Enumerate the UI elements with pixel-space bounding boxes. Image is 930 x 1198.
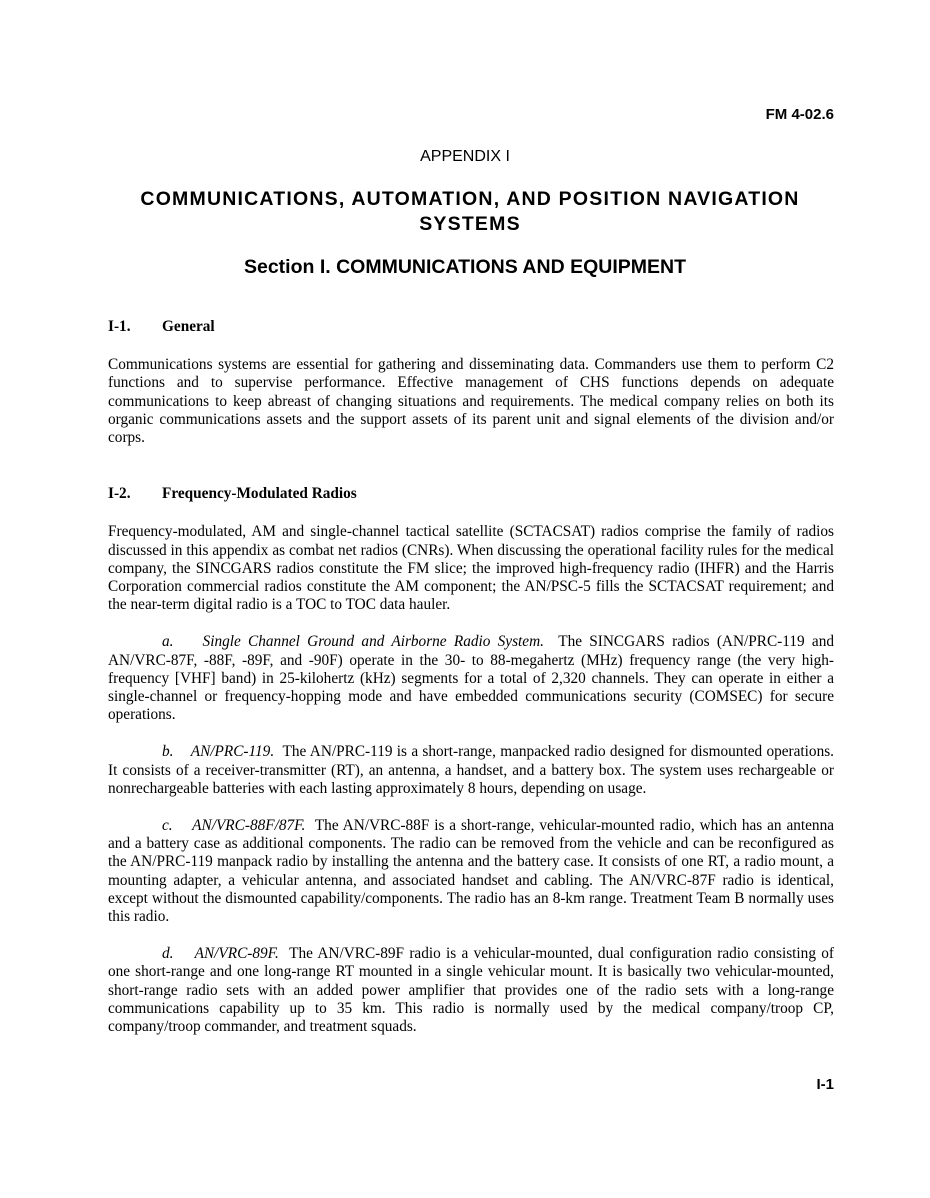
subparagraph-text: The AN/PRC-119 is a short-range, manpacked radio designed for dismounted operations. It consists of a receiver-transmitter (RT), an antenna, a handset, and a battery box. The system uses rechargeable or nonrechargeable batteries with each lasting approximately 8 hours, depending on usage. xyxy=(108,743,835,797)
subparagraph-text: The AN/VRC-89F radio is a vehicular-mounted, dual configuration radio consisting of one short-range and one long-range RT mounted in a single vehicular mount. It is basically two vehicular-mounted, short-range radio sets with an added power amplifier that provides one of the radio sets with a long-range communications capability up to 35 km. This radio is normally used by the medical company/troop CP, company/troop commander, and treatment squads. xyxy=(108,945,834,1036)
general-paragraph: Communications systems are essential for gathering and disseminating data. Commanders use them to perform C2 functions and to supervise performance. Effective management of CHS functions depends on adequate communications to keep abreast of changing situations and requirements. The medical company relies on both its organic communications assets and the support assets of its parent unit and signal elements of the division and/or corps. xyxy=(108,356,834,447)
section-heading-text: Frequency-Modulated Radios xyxy=(162,485,357,503)
document-body xyxy=(108,318,834,1036)
document-id: FM 4-02.6 xyxy=(765,106,834,123)
page-title: COMMUNICATIONS, AUTOMATION, AND POSITION NAVIGATION SYSTEMS xyxy=(140,188,800,235)
subparagraph-title: AN/PRC-119. xyxy=(190,743,275,761)
section-heading-fm-radios xyxy=(108,485,834,503)
subparagraph-letter: a. xyxy=(162,633,174,651)
section-number: I-1. xyxy=(108,318,131,335)
page-number: I-1 xyxy=(816,1076,834,1093)
section-title: Section I. COMMUNICATIONS AND EQUIPMENT xyxy=(243,256,686,278)
subparagraph-b xyxy=(108,743,834,798)
subparagraph-text: The AN/VRC-88F is a short-range, vehicular-mounted radio, which has an antenna and a battery case as additional components. The radio can be removed from the vehicle and can be reconfigured as the AN/PRC-119 manpack radio by installing the antenna and the battery case. It consists of one RT, a radio mount, a mounting adapter, a vehicular antenna, and associated handset and cabling. The AN/VRC-87F radio is identical, except without the dismounted capability/components. The radio has an 8-km range. Treatment Team B normally uses this radio. xyxy=(108,817,835,926)
fm-radios-paragraph: Frequency-modulated, AM and single-channel tactical satellite (SCTACSAT) radios comprise the family of radios discussed in this appendix as combat net radios (CNRs). When discussing the operational facility rules for the medical company, the SINCGARS radios constitute the FM slice; the improved high-frequency radio (IHFR) and the Harris Corporation commercial radios constitute the AM component; the AN/PSC-5 fills the SCTACSAT requirement; and the near-term digital radio is a TOC to TOC data hauler. xyxy=(108,523,834,614)
appendix-label: APPENDIX I xyxy=(420,148,510,165)
subparagraph-text: The SINCGARS radios (AN/PRC-119 and AN/VRC-87F, -88F, -89F, and -90F) operate in the 30- to 88-megahertz (MHz) frequency range (the very high-frequency [VHF] band) in 25-kilohertz (kHz) segments for a total of 2,320 channels. They can operate in either a single-channel or frequency-hopping mode and have embedded communications security (COMSEC) for secure operations. xyxy=(108,633,834,724)
subparagraph-letter: b. xyxy=(162,743,174,761)
section-number: I-2. xyxy=(108,485,131,503)
subparagraph-title: AN/VRC-88F/87F. xyxy=(192,817,306,835)
subparagraph-letter: c. xyxy=(162,817,173,835)
subparagraph-title: AN/VRC-89F. xyxy=(194,945,279,963)
subparagraph-title: Single Channel Ground and Airborne Radio System. xyxy=(202,633,544,651)
section-heading-text: General xyxy=(162,318,215,335)
subparagraph-a xyxy=(108,633,834,724)
subparagraph-d xyxy=(108,945,834,1036)
section-heading-general xyxy=(108,318,834,336)
subparagraph-c xyxy=(108,817,834,926)
subparagraph-letter: d. xyxy=(162,945,174,963)
